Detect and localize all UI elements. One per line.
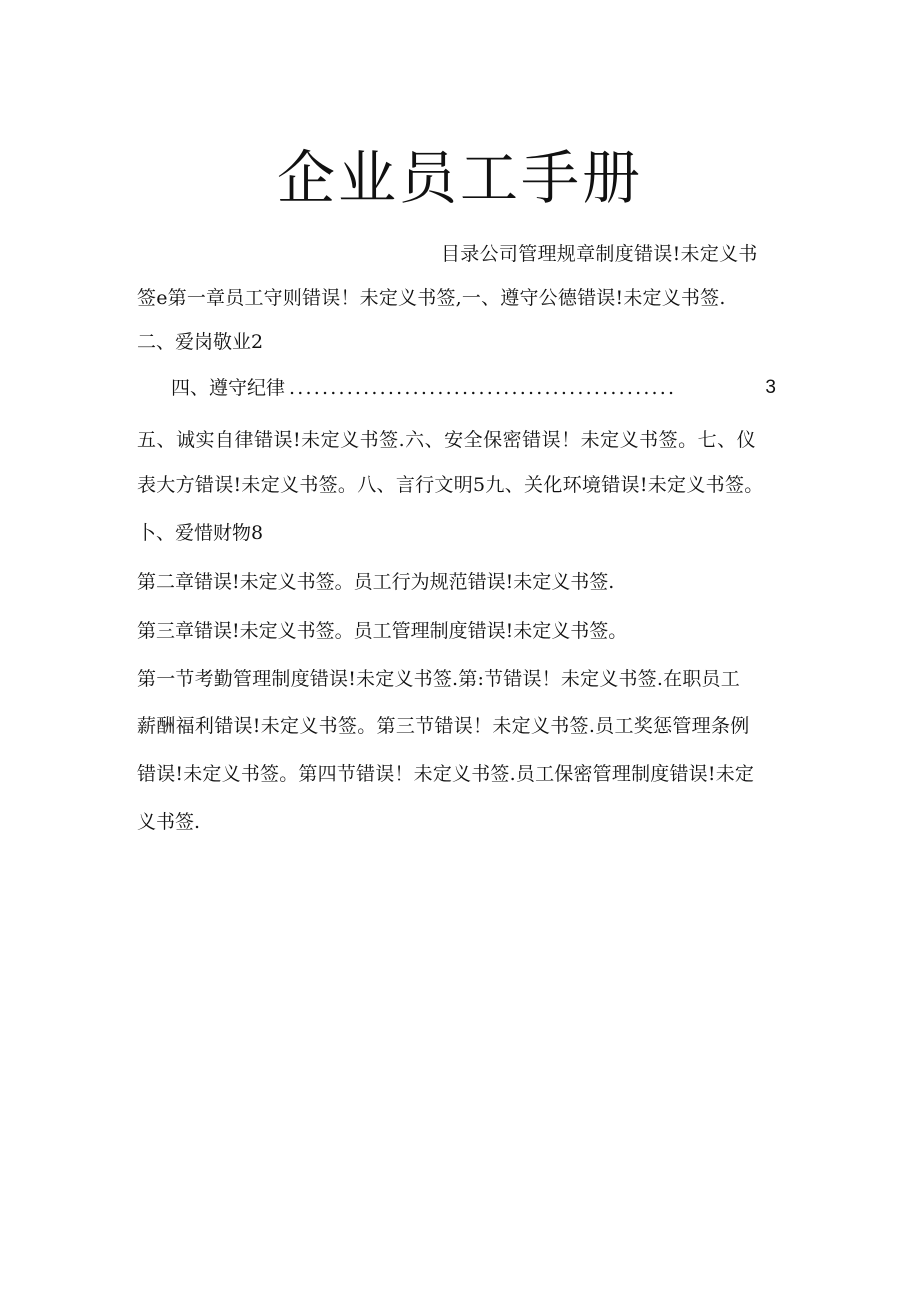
toc-leader-dots: ............................................... (289, 377, 677, 399)
toc-line: 五、诚实自律错误!未定义书签.六、安全保密错误！未定义书签。七、仪 (137, 429, 757, 451)
toc-line: 二、爱岗敬业2 (137, 331, 264, 353)
toc-line: 表大方错误!未定义书签。八、言行文明5九、关化环境错误!未定义书签。 (137, 474, 764, 496)
toc-entry-label: 四、遵守纪律 (171, 377, 286, 399)
toc-line: 义书签. (137, 811, 201, 833)
toc-line: 签e第一章员工守则错误！未定义书签,一、遵守公德错误!未定义书签. (137, 287, 726, 309)
toc-line: 第三章错误!未定义书签。员工管理制度错误!未定义书签。 (137, 620, 628, 642)
toc-line: 目录公司管理规章制度错误!未定义书 (441, 243, 758, 265)
toc-line: 卜、爱惜财物8 (137, 522, 264, 544)
toc-line: 错误!未定义书签。第四节错误！未定义书签.员工保密管理制度错误!未定 (137, 763, 755, 785)
toc-line: 薪酬福利错误!未定义书签。第三节错误！未定义书签.员工奖惩管理条例 (137, 715, 750, 737)
toc-entry-discipline (171, 374, 776, 402)
toc-line: 第一节考勤管理制度错误!未定义书签.第:节错误！未定义书签.在职员工 (137, 668, 740, 690)
document-title: 企业员工手册 (276, 144, 643, 212)
toc-page-number: 3 (765, 377, 776, 398)
toc-line: 第二章错误!未定义书签。员工行为规范错误!未定义书签. (137, 571, 615, 593)
